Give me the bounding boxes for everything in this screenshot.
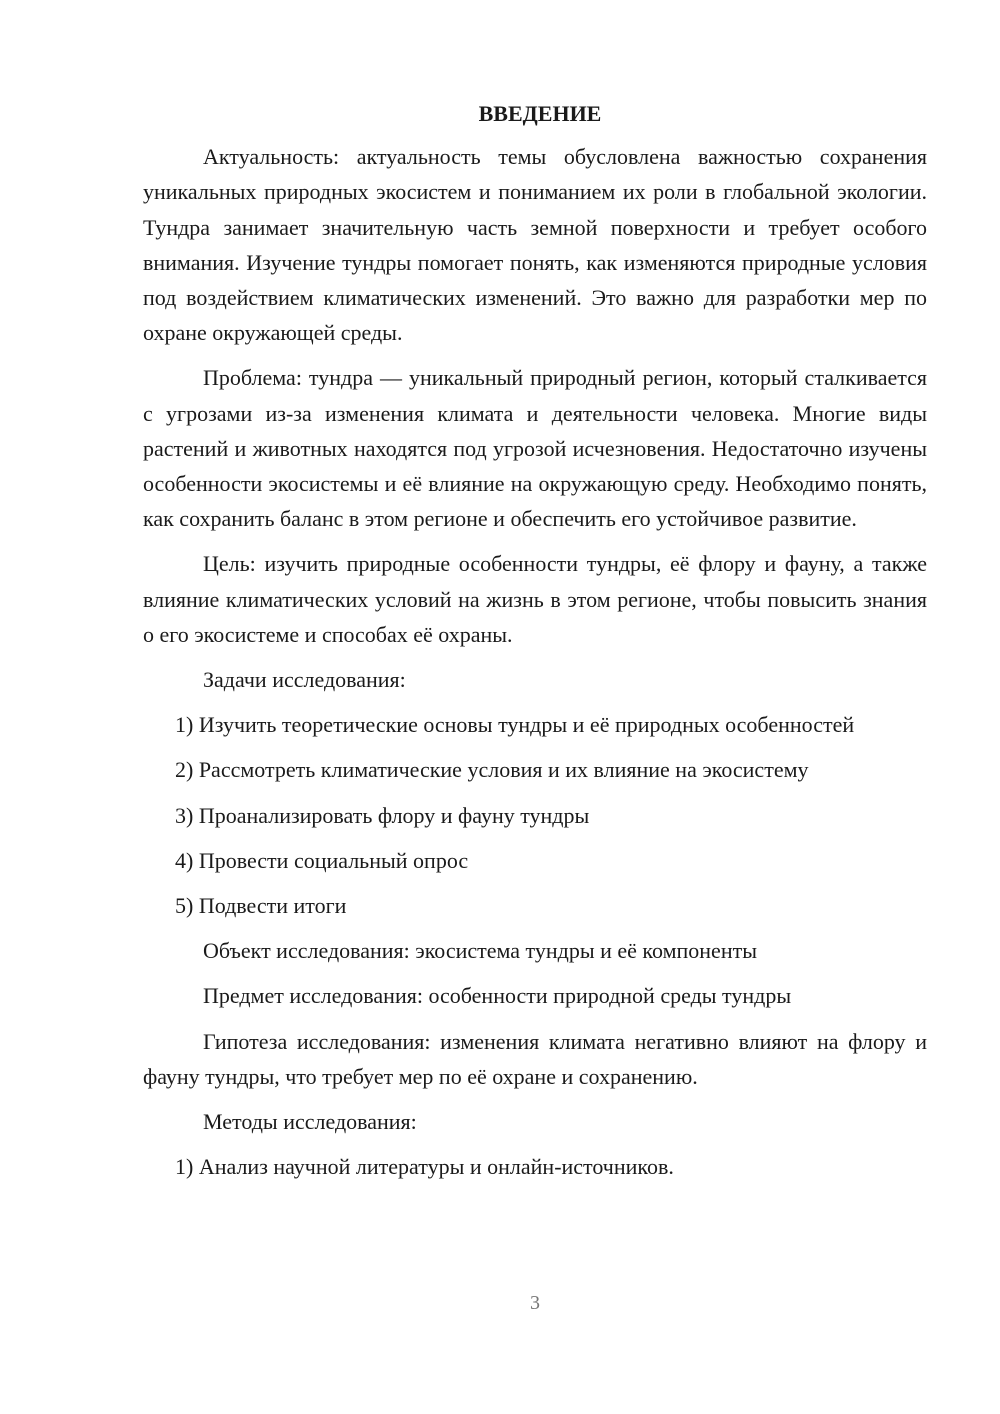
problem-paragraph: Проблема: тундра — уникальный природный регион, который сталкивается с угрозами из-за изменения климата и деятельности человека. Многие виды растений и животных находятся под угрозой исчезновения. Недостаточно изучены особенности экосистемы и её влияние на окружающую среду. Необходимо понять, как сохранить баланс в этом регионе и обеспечить его устойчивое развитие. bbox=[143, 365, 927, 532]
goal-paragraph: Цель: изучить природные особенности тундры, её флору и фауну, а также влияние климатических условий на жизнь в этом регионе, чтобы повысить знания о его экосистеме и способах её охраны. bbox=[143, 551, 927, 647]
task-item-5: 5) Подвести итоги bbox=[175, 893, 347, 919]
task-item-3: 3) Проанализировать флору и фауну тундры bbox=[175, 802, 590, 828]
research-hypothesis: Гипотеза исследования: изменения климата негативно влияют на флору и фауну тундры, что требует мер по её охране и сохранению. bbox=[143, 1028, 927, 1089]
page-content bbox=[143, 96, 927, 1194]
relevance-paragraph: Актуальность: актуальность темы обусловлена важностью сохранения уникальных природных экосистем и пониманием их роли в глобальной экологии. Тундра занимает значительную часть земной поверхности и требует особого внимания. Изучение тундры помогает понять, как изменяются природные условия под воздействием климатических изменений. Это важно для разработки мер по охране окружающей среды. bbox=[143, 144, 927, 346]
research-object: Объект исследования: экосистема тундры и её компоненты bbox=[203, 938, 757, 964]
tasks-heading: Задачи исследования: bbox=[203, 667, 406, 693]
page-number: 3 bbox=[530, 1292, 540, 1314]
methods-heading: Методы исследования: bbox=[203, 1109, 417, 1135]
research-subject: Предмет исследования: особенности природной среды тундры bbox=[203, 983, 792, 1009]
task-item-1: 1) Изучить теоретические основы тундры и её природных особенностей bbox=[175, 712, 855, 738]
task-item-2: 2) Рассмотреть климатические условия и их влияние на экосистему bbox=[175, 757, 809, 783]
section-title: ВВЕДЕНИЕ bbox=[478, 101, 602, 126]
method-item-1: 1) Анализ научной литературы и онлайн-источников. bbox=[175, 1154, 674, 1180]
task-item-4: 4) Провести социальный опрос bbox=[175, 847, 469, 873]
